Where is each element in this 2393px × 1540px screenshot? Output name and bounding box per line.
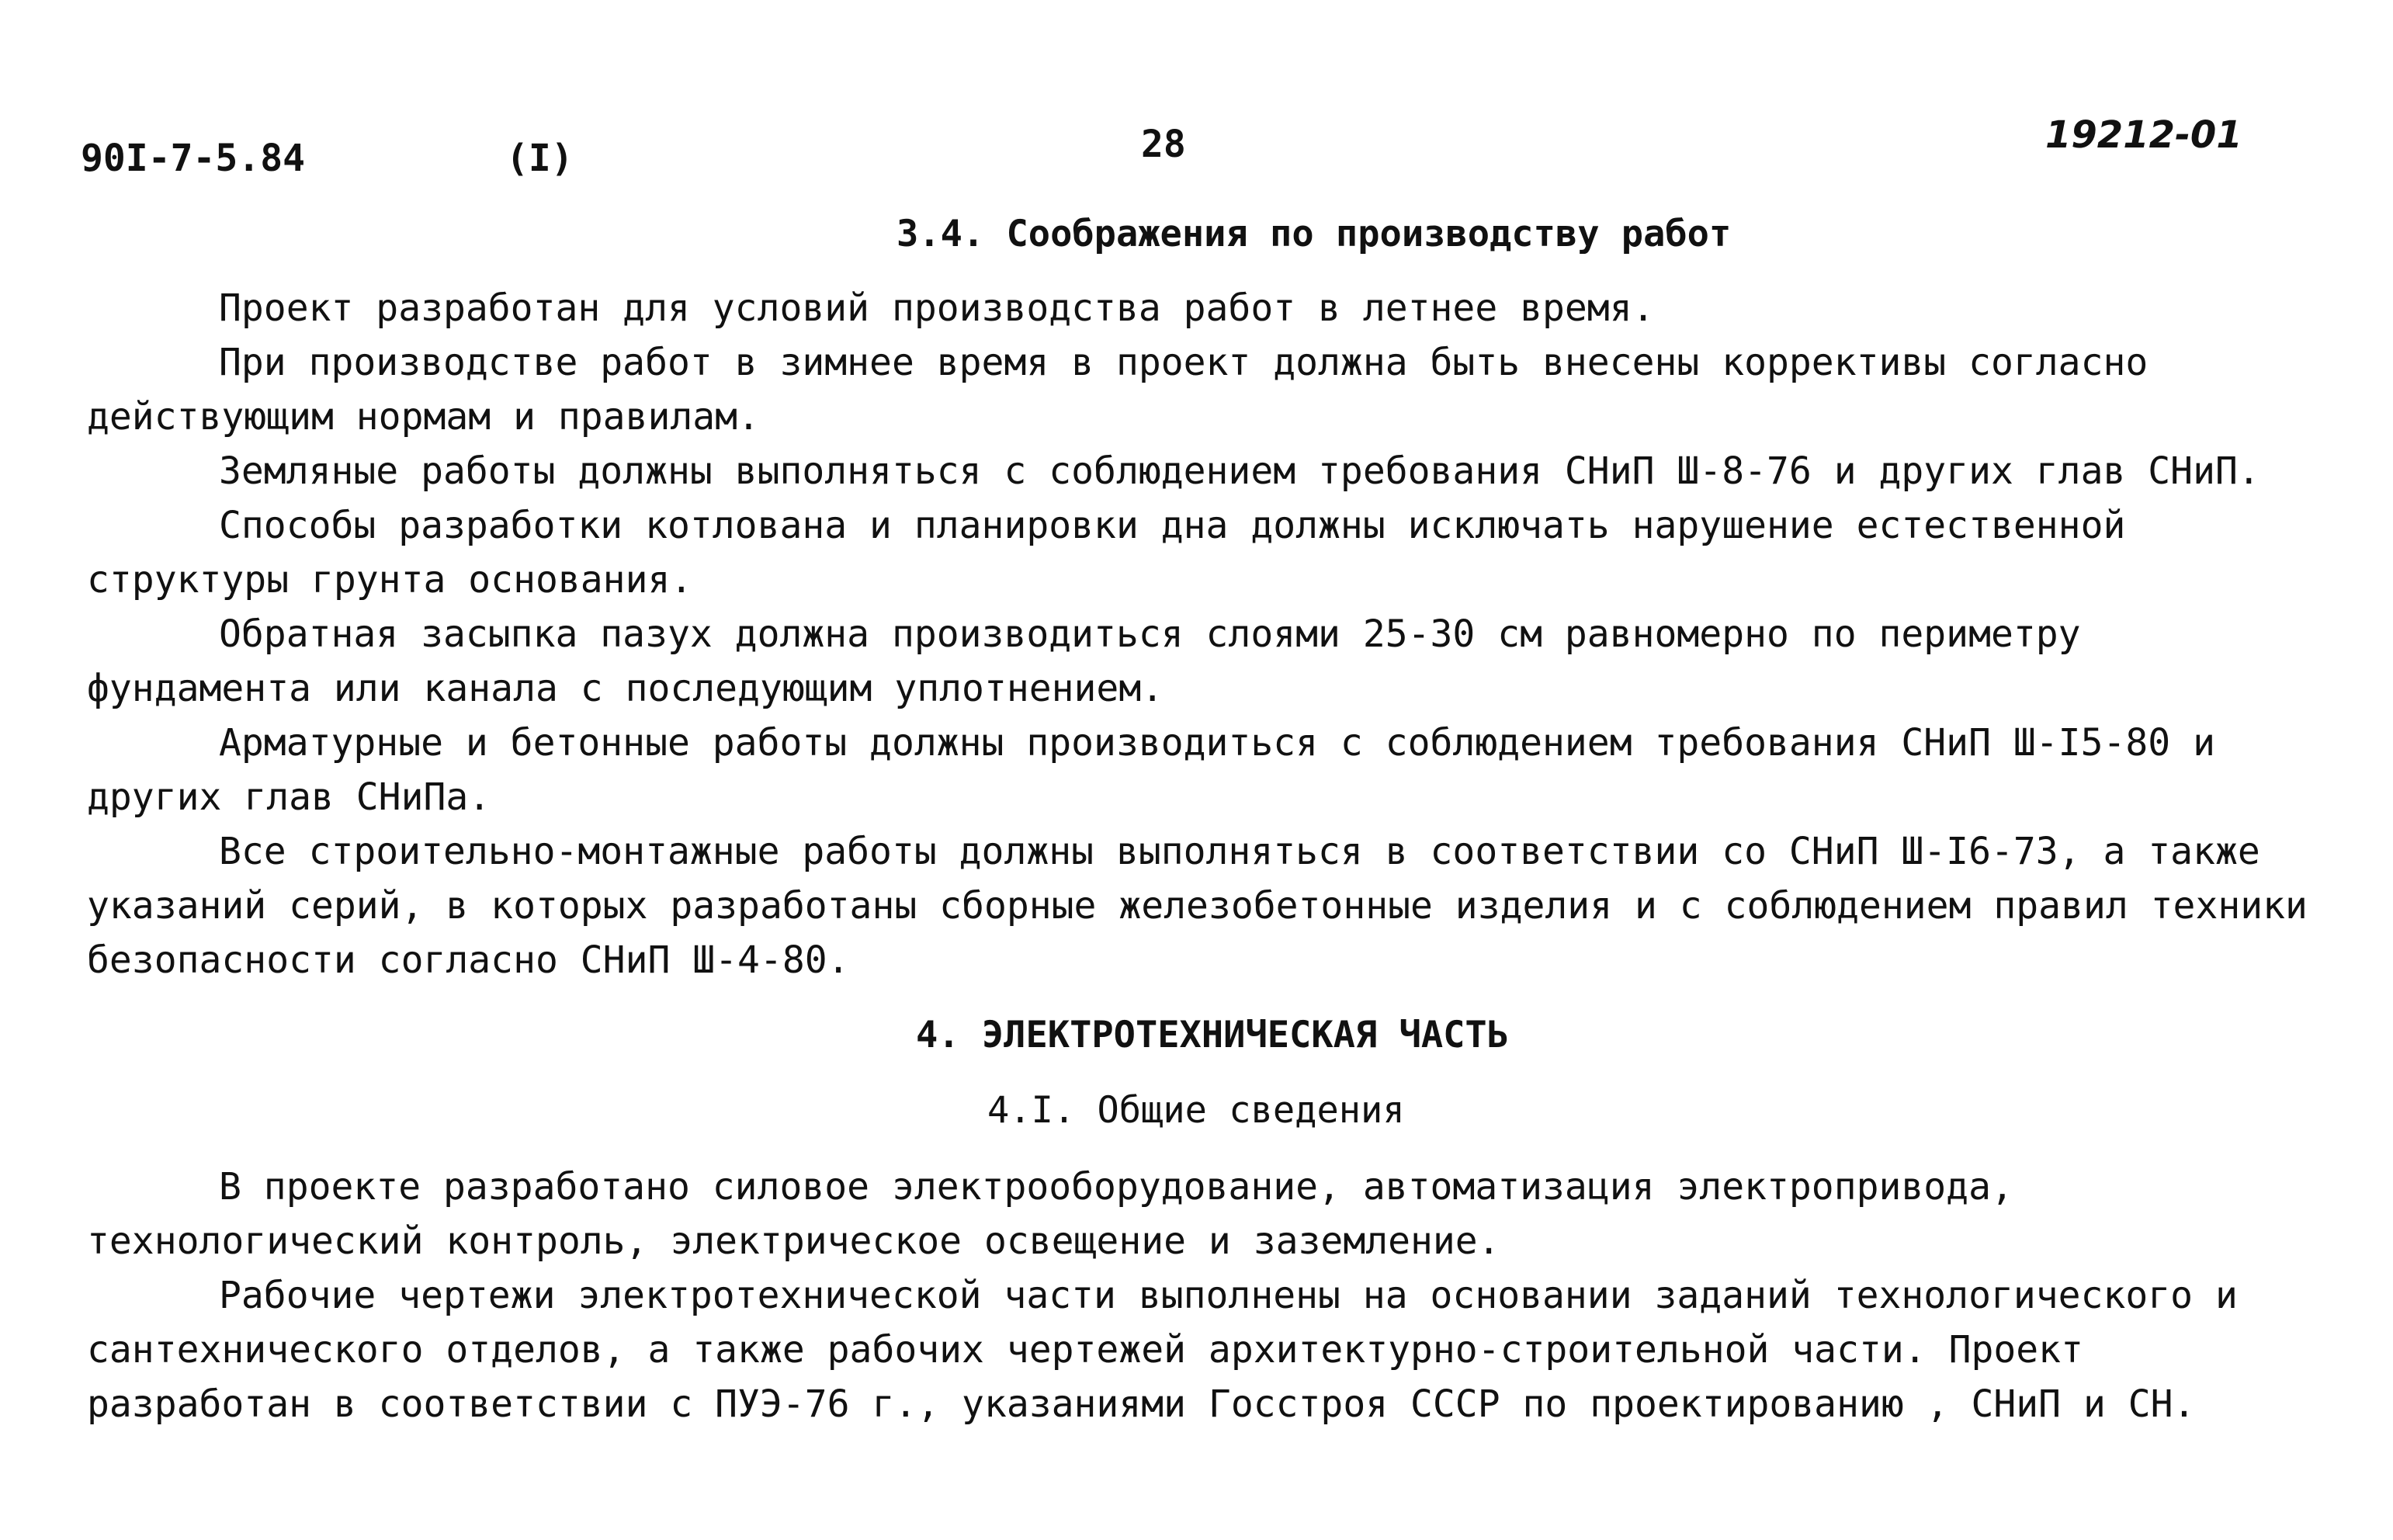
paragraph: Арматурные и бетонные работы должны производиться с соблюдением требования СНиП Ш-I5-80 и других глав СНиПа. (87, 721, 2215, 819)
document-code: 90I-7-5.84 (81, 137, 305, 180)
paragraph: Земляные работы должны выполняться с соблюдением требования СНиП Ш-8-76 и других глав СНиП. (219, 449, 2260, 493)
paragraph: Рабочие чертежи электротехнической части выполнены на основании заданий технологического и сантехнического отделов, а также рабочих чертежей архитектурно-строительной части. Проект разработан в соответствии с ПУЭ-76 г., указаниями Госстроя СССР по проектированию , СНиП и СН. (87, 1274, 2238, 1426)
sheet-part-number: (I) (506, 137, 574, 180)
section-4-1-heading: 4.I. Общие сведения (987, 1089, 1405, 1132)
paragraph: Все строительно-монтажные работы должны выполняться в соответствии со СНиП Ш-I6-73, а также указаний серий, в которых разработаны сборные железобетонные изделия и с соблюдением правил техники безопасности согласно СНиП Ш-4-80. (87, 830, 2308, 982)
section-4-1-body (87, 1160, 2322, 1431)
section-3-4-heading: 3.4. Соображения по производству работ (897, 213, 1732, 255)
paragraph: Проект разработан для условий производства работ в летнее время. (219, 286, 1655, 330)
section-3-4-body (87, 281, 2322, 987)
paragraph: В проекте разработано силовое электрооборудование, автоматизация электропривода, технологический контроль, электрическое освещение и заземление. (87, 1165, 2013, 1263)
paragraph: Способы разработки котлована и планировки дна должны исключать нарушение естественной структуры грунта основания. (87, 504, 2126, 602)
archive-number: 19212-01 (2045, 113, 2242, 157)
paragraph: Обратная засыпка пазух должна производиться слоями 25-30 см равномерно по периметру фундамента или канала с последующим уплотнением. (87, 612, 2081, 710)
paragraph: При производстве работ в зимнее время в проект должна быть внесены коррективы согласно действующим нормам и правилам. (87, 341, 2148, 439)
page-number: 28 (1141, 123, 1186, 166)
section-4-heading: 4. ЭЛЕКТРОТЕХНИЧЕСКАЯ ЧАСТЬ (916, 1014, 1510, 1056)
